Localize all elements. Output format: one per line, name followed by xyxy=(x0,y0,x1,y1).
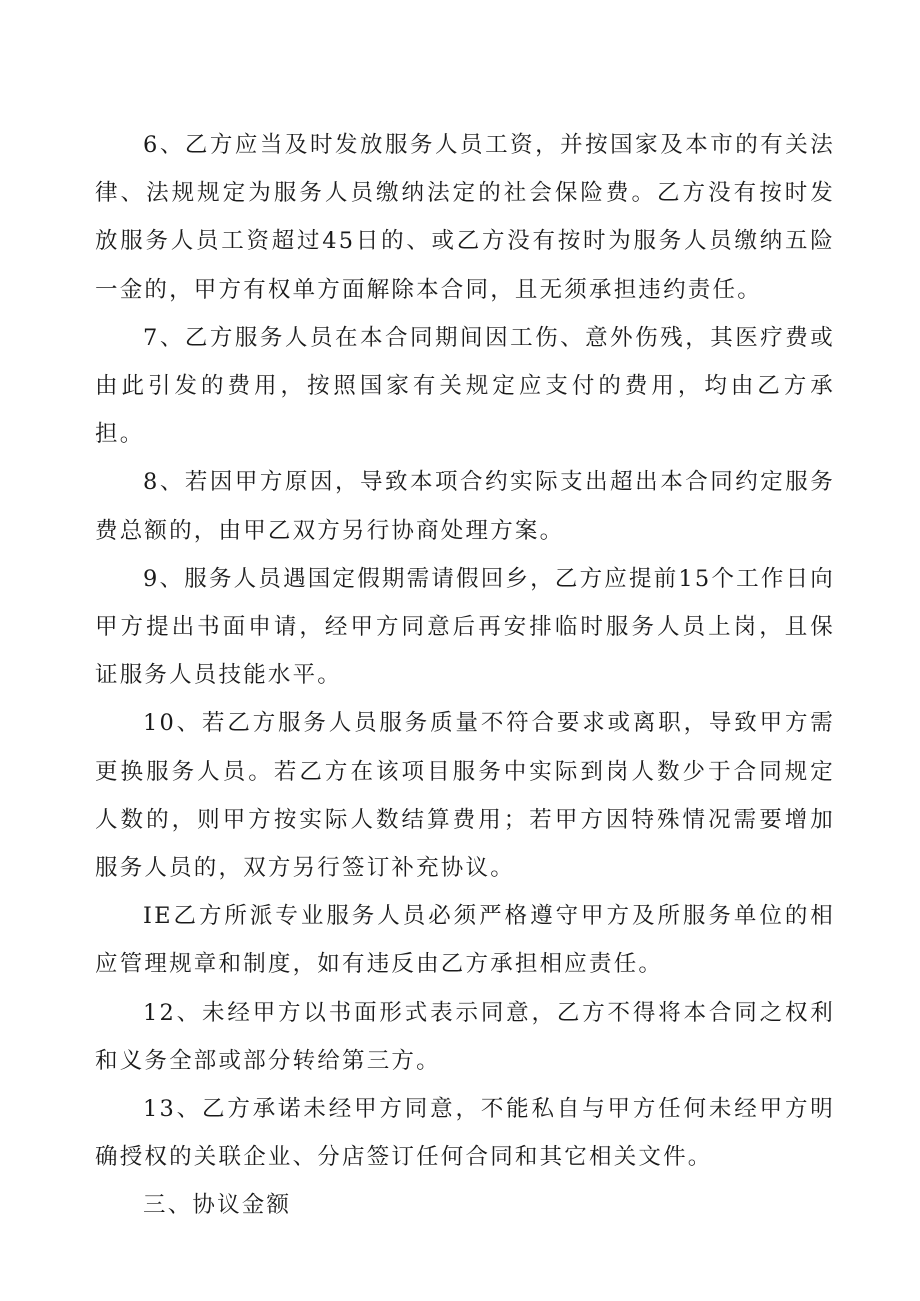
section-heading: 三、协议金额 xyxy=(143,1192,292,1219)
clause-11: IE乙方所派专业服务人员必须严格遵守甲方及所服务单位的相应管理规章和制度，如有违反由乙方承担相应责任。 xyxy=(95,903,835,978)
clause-8: 8、若因甲方原因，导致本项合约实际支出超出本合同约定服务费总额的，由甲乙双方另行协商处理方案。 xyxy=(95,469,835,544)
clause-10: 10、若乙方服务人员服务质量不符合要求或离职，导致甲方需更换服务人员。若乙方在该项目服务中实际到岗人数少于合同规定人数的，则甲方按实际人数结算费用；若甲方因特殊情况需要增加服务人员的，双方另行签订补充协议。 xyxy=(95,710,835,882)
document-body xyxy=(95,121,835,1230)
clause-7: 7、乙方服务人员在本合同期间因工伤、意外伤残，其医疗费或由此引发的费用，按照国家有关规定应支付的费用，均由乙方承担。 xyxy=(95,324,835,448)
clause-13: 13、乙方承诺未经甲方同意，不能私自与甲方任何未经甲方明确授权的关联企业、分店签订任何合同和其它相关文件。 xyxy=(95,1096,835,1171)
clause-9: 9、服务人员遇国定假期需请假回乡，乙方应提前15个工作日向甲方提出书面申请，经甲方同意后再安排临时服务人员上岗，且保证服务人员技能水平。 xyxy=(95,565,835,689)
clause-12: 12、未经甲方以书面形式表示同意，乙方不得将本合同之权利和义务全部或部分转给第三方。 xyxy=(95,999,835,1074)
clause-6: 6、乙方应当及时发放服务人员工资，并按国家及本市的有关法律、法规规定为服务人员缴纳法定的社会保险费。乙方没有按时发放服务人员工资超过45日的、或乙方没有按时为服务人员缴纳五险一金的，甲方有权单方面解除本合同，且无须承担违约责任。 xyxy=(95,132,835,303)
